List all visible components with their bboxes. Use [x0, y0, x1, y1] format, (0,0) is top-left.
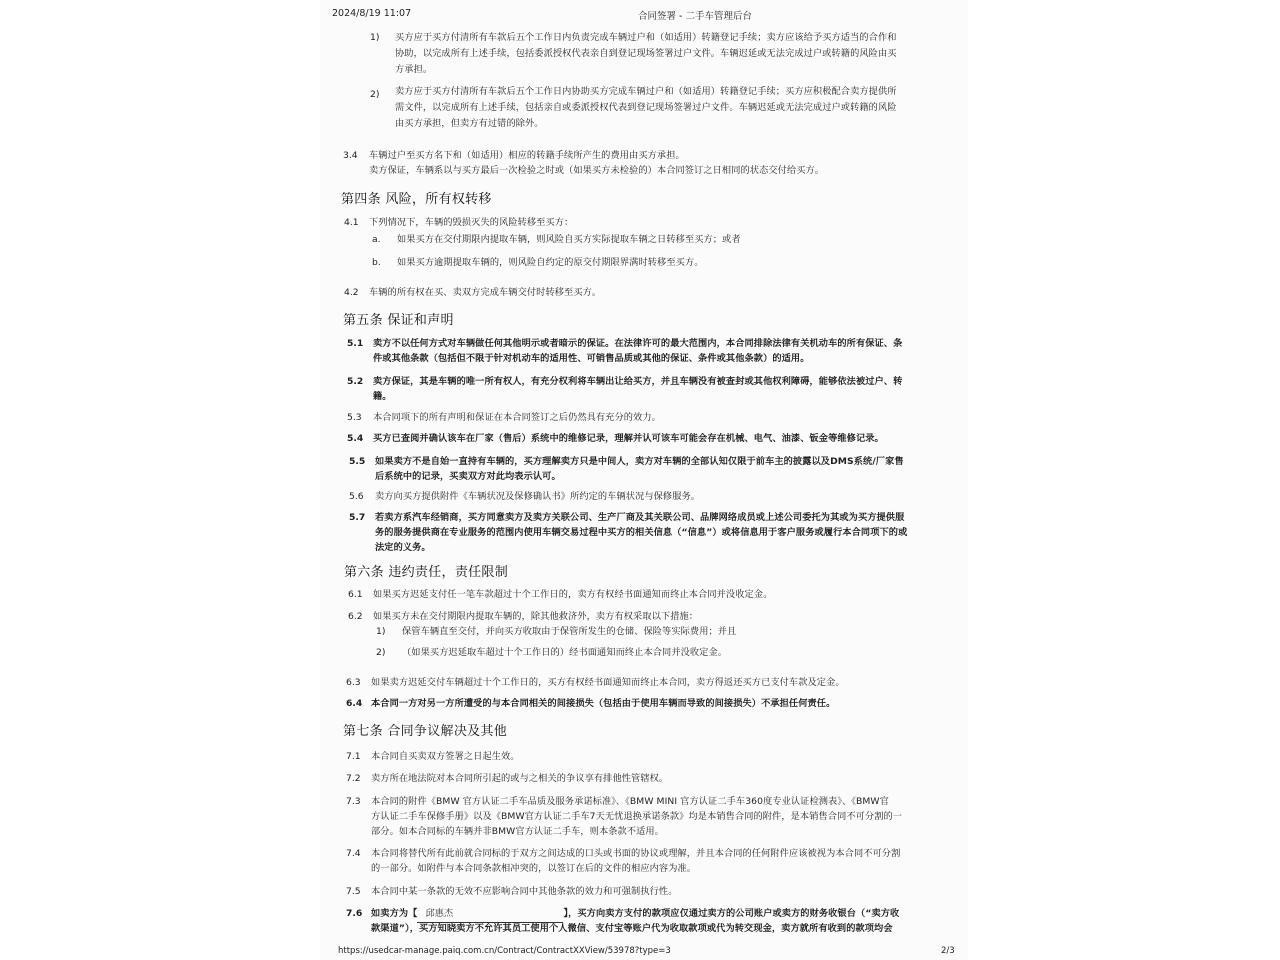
list-item-line: 由买方承担，但卖方有过错的除外。 — [395, 118, 544, 129]
seller-name-field: 邱惠杰 — [417, 906, 563, 923]
clause-number: 5.3 — [347, 412, 362, 423]
document-page — [320, 0, 968, 960]
clause-number: 5.5 — [349, 456, 366, 467]
clause-line: 方认证二手车保修手册》以及《BMW官方认证二手车7天无忧退换承诺条款》均是本销售合同的附件，是本销售合同不可分割的一 — [371, 811, 903, 822]
clause-line: 本合同将替代所有此前就合同标的于双方之间达成的口头或书面的协议或理解，并且本合同的任何附件应该被视为本合同不可分割 — [371, 848, 901, 859]
article-heading: 第五条 保证和声明 — [343, 313, 454, 328]
item-number: b. — [372, 257, 381, 268]
list-item-text: 保管车辆直至交付，并向买方收取由于保管所发生的仓储、保险等实际费用；并且 — [402, 626, 737, 637]
list-item-text: （如果买方迟延取车超过十个工作日的）经书面通知而终止本合同并没收定金。 — [402, 647, 728, 658]
clause-number: 6.3 — [346, 677, 361, 688]
clause-number: 7.6 — [346, 908, 363, 919]
clause-text: 如果买方迟延支付任一笔车款超过十个工作日的，卖方有权经书面通知而终止本合同并没收定金。 — [373, 589, 773, 600]
clause-text: 本合同自买卖双方签署之日起生效。 — [371, 751, 520, 762]
clause-text: 如果卖方迟延交付车辆超过十个工作日的，买方有权经书面通知而终止本合同，卖方得返还买方已支付车款及定金。 — [371, 677, 845, 688]
clause-line: 籍。 — [373, 391, 392, 402]
clause-text: 卖方所在地法院对本合同所引起的或与之相关的争议享有排他性管辖权。 — [371, 773, 669, 784]
clause-line: 后系统中的记录，买卖双方对此均表示认可。 — [375, 471, 561, 482]
clause-text: 买方已查阅并确认该车在厂家（售后）系统中的维修记录，理解并认可该车可能会存在机械、电气、油漆、钣金等维修记录。 — [373, 433, 884, 444]
clause-number: 6.2 — [348, 611, 363, 622]
item-number: 2) — [370, 89, 380, 100]
print-page-number: 2/3 — [941, 946, 955, 956]
clause-number: 5.6 — [349, 491, 364, 502]
clause-number: 6.4 — [346, 698, 363, 709]
list-item-line: 需文件，以完成所有上述手续，包括亲自或委派授权代表到登记现场签署过户文件。车辆迟延或无法完成过户或转籍的风险 — [395, 102, 897, 113]
clause-number: 4.1 — [344, 217, 359, 228]
clause-line: 件或其他条款（包括但不限于针对机动车的适用性、可销售品质或其他的保证、条件或其他条款）的适用。 — [373, 353, 810, 364]
list-item-line: 卖方应于买方付清所有车款后五个工作日内协助买方完成车辆过户和（如适用）转籍登记手续；买方应积极配合卖方提供所 — [395, 86, 897, 97]
item-number: 1) — [370, 32, 380, 43]
clause-number: 7.2 — [346, 773, 361, 784]
clause-number: 5.2 — [347, 376, 364, 387]
item-number: 2) — [376, 647, 386, 658]
clause-number: 3.4 — [343, 150, 358, 161]
article-heading: 第七条 合同争议解决及其他 — [343, 724, 508, 739]
clause-line: 部分。如本合同标的车辆并非BMW官方认证二手车，则本条款不适用。 — [371, 826, 664, 837]
item-number: 1) — [376, 626, 386, 637]
print-datetime: 2024/8/19 11:07 — [332, 8, 412, 19]
clause-text-prefix: 如卖方为【 — [371, 908, 418, 919]
clause-number: 7.4 — [346, 848, 361, 859]
clause-text: 车辆的所有权在买、卖双方完成车辆交付时转移至买方。 — [369, 287, 602, 298]
clause-line: 车辆过户至买方名下和（如适用）相应的转籍手续所产生的费用由买方承担。 — [369, 150, 685, 161]
clause-line: 若卖方系汽车经销商，买方同意卖方及卖方关联公司、生产厂商及其关联公司、品牌网络成员或上述公司委托为其或为买方提供服 — [375, 512, 905, 523]
clause-text: 卖方向买方提供附件《车辆状况及保修确认书》所约定的车辆状况与保修服务。 — [375, 491, 701, 502]
clause-number: 5.4 — [347, 433, 364, 444]
list-item-text: 如果买方在交付期限内提取车辆，则风险自买方实际提取车辆之日转移至买方；或者 — [397, 234, 741, 245]
clause-number: 5.1 — [347, 338, 364, 349]
clause-text-suffix: 】，买方向卖方支付的款项应仅通过卖方的公司账户或卖方的财务收银台（“卖方收 — [563, 908, 900, 919]
clause-line: 的一部分。如附件与本合同条款相冲突的，以签订在后的文件的相应内容为准。 — [371, 863, 697, 874]
clause-number: 7.3 — [346, 796, 361, 807]
article-heading: 第六条 违约责任，责任限制 — [344, 565, 509, 580]
clause-number: 7.1 — [346, 751, 361, 762]
clause-line: 本合同的附件《BMW 官方认证二手车品质及服务承诺标准》、《BMW MINI 官方认证二手车360度专业认证检测表》、《BMW官 — [371, 796, 889, 807]
print-page-title: 合同签署 - 二手车管理后台 — [638, 11, 752, 22]
list-item-line: 协助，以完成所有上述手续，包括委派授权代表亲自到登记现场签署过户文件。车辆迟延或无法完成过户或转籍的风险由买 — [395, 48, 897, 59]
clause-line: 卖方不以任何方式对车辆做任何其他明示或者暗示的保证。在法律许可的最大范围内，本合同排除法律有关机动车的所有保证、条 — [373, 338, 903, 349]
clause-text: 本合同项下的所有声明和保证在本合同签订之后仍然具有充分的效力。 — [373, 412, 661, 423]
clause-line: 款渠道”），买方知晓卖方不允许其员工使用个人微信、支付宝等账户代为收取款项或代为转交现金，卖方就所有收到的款项均会 — [371, 923, 893, 934]
clause-number: 7.5 — [346, 886, 361, 897]
list-item-line: 方承担。 — [395, 64, 433, 75]
item-number: a. — [372, 234, 381, 245]
list-item-text: 如果买方逾期提取车辆的，则风险自约定的原交付期限界满时转移至买方。 — [397, 257, 704, 268]
clause-line: 卖方保证，车辆系以与买方最后一次检验之时或（如果买方未检验的）本合同签订之日相同的状态交付给买方。 — [369, 165, 825, 176]
clause-text: 本合同中某一条款的无效不应影响合同中其他条款的效力和可强制执行性。 — [371, 886, 678, 897]
clause-line: 务的服务提供商在专业服务的范围内使用车辆交易过程中买方的相关信息（“信息”）或将信息用于客户服务或履行本合同项下的或 — [375, 527, 908, 538]
list-item-line: 买方应于买方付清所有车款后五个工作日内负责完成车辆过户和（如适用）转籍登记手续；卖方应该给予买方适当的合作和 — [395, 32, 897, 43]
print-url: https://usedcar-manage.paiq.com.cn/Contract/ContractXXView/53978?type=3 — [338, 946, 671, 956]
clause-number: 6.1 — [348, 589, 363, 600]
clause-text: 下列情况下，车辆的毁损灭失的风险转移至买方： — [369, 217, 574, 228]
clause-line: 法定的义务。 — [375, 542, 431, 553]
clause-number: 4.2 — [344, 287, 359, 298]
clause-line: 卖方保证，其是车辆的唯一所有权人，有充分权利将车辆出让给买方，并且车辆没有被查封或其他权利障碍，能够依法被过户、转 — [373, 376, 903, 387]
clause-line: 如果卖方不是自始一直持有车辆的，买方理解卖方只是中间人，卖方对车辆的全部认知仅限于前车主的披露以及DMS系统/厂家售 — [375, 456, 904, 467]
article-heading: 第四条 风险，所有权转移 — [341, 192, 492, 207]
clause-text: 本合同一方对另一方所遭受的与本合同相关的间接损失（包括由于使用车辆而导致的间接损失）不承担任何责任。 — [371, 698, 836, 709]
clause-number: 5.7 — [349, 512, 366, 523]
clause-text: 如果买方未在交付期限内提取车辆的，除其他救济外，卖方有权采取以下措施： — [373, 611, 699, 622]
